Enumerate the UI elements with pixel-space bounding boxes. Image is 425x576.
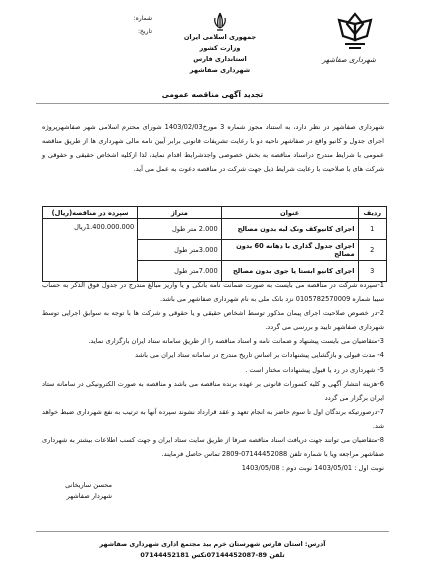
footer-phone: تلفن 89-07144452087تکس 07144452181 <box>140 551 285 559</box>
signatory-name: محسن ساریخانی <box>65 481 112 489</box>
org-line-province: استانداری فارس <box>193 55 247 63</box>
signature-block <box>42 480 112 502</box>
term-item: 7-درصورتیکه برندگان اول تا سوم حاضر به انجام تعهد و عقد قرارداد نشوند سپرده آنها به ترتیب به نفع شهرداری ضبط خواهد شد. <box>42 407 384 430</box>
term-item: 4- مدت قبولی و بازگشایی پیشنهادات بر اساس تاریخ مندرج در سامانه ستاد ایران می باشد <box>135 351 384 360</box>
publication-dates: نوبت اول : 1403/05/01 نوبت دوم : 1403/05/08 <box>241 464 384 473</box>
tender-table <box>42 206 387 282</box>
org-line-municipality: شهرداری صفاشهر <box>189 66 251 74</box>
term-item: 5- شهرداری در رد یا قبول پیشنهادات مختار است . <box>245 365 384 374</box>
col-header-deposit: سپرده در مناقصه(ریال) <box>43 207 138 219</box>
row-title: اجرای کانیوکف ونک لبه بدون مصالح <box>221 219 358 240</box>
row-area: 2.000 متر طول <box>138 219 222 240</box>
col-header-index: ردیف <box>358 207 386 219</box>
footer <box>0 539 425 561</box>
term-item: 6-هزینه انتشار آگهی و کلیه کسورات قانونی بر عهده برنده مناقصه می باشد و مناقصه به صورت الکترونیکی در سامانه ستاد ایران برگزار می گردد <box>42 379 384 402</box>
row-area: 7.000متر طول <box>138 261 222 282</box>
date-label: تاریخ: <box>138 28 152 35</box>
intro-paragraph: شهرداری صفاشهر در نظر دارد، به استناد مجوز شماره 3 مورخ1403/02/03 شورای محترم اسلامی شهر صفاشهرپروژه اجرای جدول و کانیو واقع در صفاشهر ناحیه دو با رعایت تشریفات قانونی برابر آیین نامه مالی شهرداری ها از طریق مناقصه عمومی با شرایط مندرج دراسناد مناقصه به بخش خصوصی واجدشرایط اقدام نماید، لذا ازکلیه اشخاص حقیقی و حقوقی و شرکت های با صلاحیت با رعایت شرایط ذیل جهت شرکت در مناقصه دعوت به عمل می آید. <box>42 123 384 173</box>
footer-divider <box>36 531 389 532</box>
footer-address: آدرس: استان فارس شهرستان خرم بید مجتمع اداری شهرداری صفاشهر <box>99 540 326 548</box>
col-header-title: عنوان <box>221 207 358 219</box>
table-header-row <box>43 207 387 219</box>
row-title: اجرای کانیو ابستا یا جوی بدون مصالح <box>221 261 358 282</box>
notice-title: تجدید آگهی مناقصه عمومی <box>161 90 264 99</box>
row-index: 3 <box>358 261 386 282</box>
logo-caption: شهرداری صفاشهر <box>322 56 376 64</box>
col-header-area: متراژ <box>138 207 222 219</box>
row-title: اجرای جدول گذاری با دهانه 60 بدون مصالح <box>221 240 358 261</box>
org-line-country: جمهوری اسلامی ایران <box>183 33 257 41</box>
term-item: 3-متقاضیان می بایست پیشنهاد و ضمانت نامه و اسناد مناقصه را از طریق سامانه ستاد ایران بارگزاری نماید. <box>88 337 384 346</box>
letter-meta <box>92 12 152 38</box>
iran-emblem-icon <box>212 12 228 32</box>
term-item: 1-سپرده شرکت در مناقصه می بایست به صورت ضمانت نامه بانکی و یا واریز مبالغ مندرج در جدول فوق الذکر به حساب سیبا شماره 0105782570009 نزد بانک ملی به نام شهرداری صفاشهر می باشد. <box>42 281 384 304</box>
number-label: شماره: <box>133 15 152 22</box>
row-index: 2 <box>358 240 386 261</box>
organization-header <box>170 32 270 76</box>
term-item: 8-متقاضیان می توانند جهت دریافت اسناد مناقصه صرفا از طریق سایت ستاد ایران و جهت کسب اطلاعات بیشتر به شهرداری صفاشهر مراجعه ویا با شماره تلفن 07144452088-2809 تماس حاصل فرمایند. <box>42 436 384 459</box>
municipality-logo-icon <box>327 10 383 56</box>
row-area: 3.000متر طول <box>138 240 222 261</box>
table-row <box>43 219 387 240</box>
title-divider <box>36 103 389 104</box>
term-item: 2-در خصوص صلاحیت اجرای پیمان مذکور توسط اشخاص حقیقی و یا حقوقی و شرکت ها با توجه به سوابق اجرایی توسط شهرداری صفاشهر تایید و بررسی می گردد. <box>42 309 384 332</box>
row-deposit: 1.400.000.000ریال <box>43 219 138 282</box>
row-index: 1 <box>358 219 386 240</box>
terms-list <box>42 278 384 475</box>
signatory-role: شهردار صفاشهر <box>66 492 112 500</box>
org-line-ministry: وزارت کشور <box>199 44 241 52</box>
